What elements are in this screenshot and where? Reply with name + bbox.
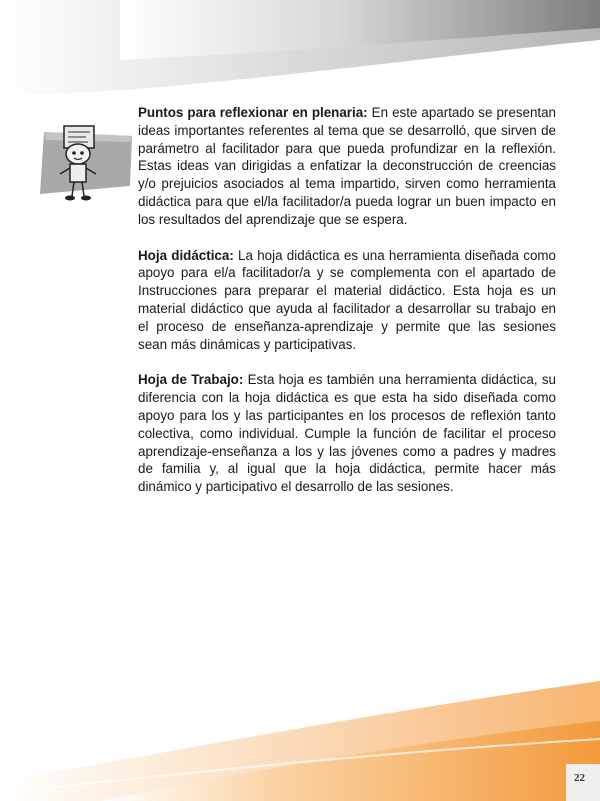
section-puntos-reflexionar — [138, 104, 556, 229]
body-text — [138, 104, 556, 514]
section-term: Puntos para reflexionar en plenaria: — [138, 105, 368, 120]
section-body: Esta hoja es también una herramienta didáctica, su diferencia con la hoja didáctica es que esta ha sido diseñada como apoyo para los y las participantes en los procesos de reflexión tanto colectiva, como individual. Cumple la función de facilitar el proceso aprendizaje-enseñanza a los y las jóvenes como a padres y madres de familia y, al igual que la hoja didáctica, permite hacer más dinámico y participativo el desarrollo de las sesiones. — [138, 372, 556, 495]
section-body: La hoja didáctica es una herramienta diseñada como apoyo para el/a facilitador/a y se complementa con el apartado de Instrucciones para preparar el material didáctico. Esta hoja es un material didáctico que ayuda al facilitador a desarrollar su trabajo en el proceso de enseñanza-aprendizaje y permite que las sesiones sean más dinámicas y participativas. — [138, 247, 557, 352]
bottom-decorative-band — [0, 661, 600, 801]
page-number: 22 — [574, 772, 585, 784]
section-term: Hoja de Trabajo: — [138, 372, 244, 388]
section-hoja-trabajo — [138, 371, 556, 496]
top-decorative-band — [0, 0, 600, 120]
page-number-box — [566, 764, 600, 801]
section-term: Hoja didáctica: — [138, 247, 234, 263]
facilitator-illustration-icon — [40, 112, 132, 204]
section-body: En este apartado se presentan ideas importantes referentes al tema que se desarrolló, que sirven de parámetro al facilitador para que pueda profundizar en la reflexión. Estas ideas van dirigidas a enfatizar la deconstrucción de creencias y/o prejuicios asociados al tema impartido, sirven como herramienta didáctica para que el/la facilitador/a pueda lograr un buen impacto en los resultados del aprendizaje que se espera. — [138, 105, 557, 227]
section-hoja-didactica — [138, 247, 556, 354]
